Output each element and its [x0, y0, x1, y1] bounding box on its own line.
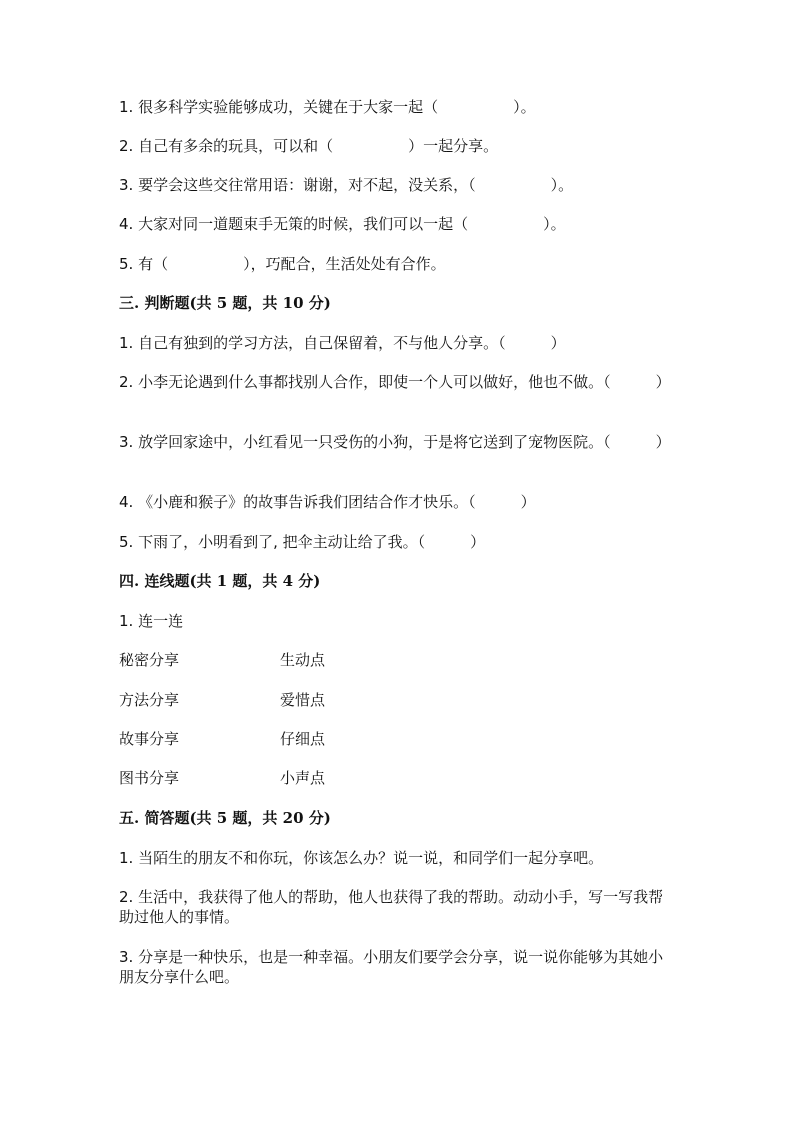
judgement-item-3: 3. 放学回家途中，小红看见一只受伤的小狗，于是将它送到了宠物医院。（ ） [119, 433, 671, 451]
judgement-item-4: 4. 《小鹿和猴子》的故事告诉我们团结合作才快乐。（ ） [119, 493, 536, 511]
short-answer-item-2: 2. 生活中，我获得了他人的帮助，他人也获得了我的帮助。动动小手，写一写我帮助过他人的事情。 [119, 888, 664, 926]
matching-question: 1. 连一连 [119, 612, 184, 630]
matching-left-item-1: 秘密分享 [119, 651, 180, 669]
short-answer-item-1: 1. 当陌生的朋友不和你玩，你该怎么办？说一说，和同学们一起分享吧。 [119, 849, 604, 867]
fill-blank-item-5: 5. 有（ ），巧配合，生活处处有合作。 [119, 255, 446, 273]
matching-right-item-1: 生动点 [280, 651, 326, 669]
section-heading-judgement: 三. 判断题(共 5 题，共 10 分) [119, 294, 331, 312]
judgement-item-5: 5. 下雨了，小明看到了, 把伞主动让给了我。（ ） [119, 533, 486, 551]
matching-right-item-4: 小声点 [280, 769, 326, 787]
fill-blank-item-3: 3. 要学会这些交往常用语：谢谢，对不起，没关系，（ ）。 [119, 176, 574, 194]
matching-left-item-3: 故事分享 [119, 730, 180, 748]
fill-blank-item-4: 4. 大家对同一道题束手无策的时候，我们可以一起（ ）。 [119, 215, 566, 233]
matching-left-item-4: 图书分享 [119, 769, 180, 787]
fill-blank-item-2: 2. 自己有多余的玩具，可以和（ ）一起分享。 [119, 137, 499, 155]
judgement-item-1: 1. 自己有独到的学习方法，自己保留着，不与他人分享。（ ） [119, 334, 566, 352]
section-heading-matching: 四. 连线题(共 1 题，共 4 分) [119, 572, 321, 590]
matching-right-item-2: 爱惜点 [280, 691, 326, 709]
judgement-item-2: 2. 小李无论遇到什么事都找别人合作，即使一个人可以做好，他也不做。（ ） [119, 373, 671, 391]
matching-right-item-3: 仔细点 [280, 730, 326, 748]
section-heading-short-answer: 五. 简答题(共 5 题，共 20 分) [119, 809, 331, 827]
short-answer-item-3: 3. 分享是一种快乐，也是一种幸福。小朋友们要学会分享，说一说你能够为其她小朋友分享什么吧。 [119, 948, 664, 986]
fill-blank-item-1: 1. 很多科学实验能够成功，关键在于大家一起（ ）。 [119, 98, 536, 116]
matching-left-item-2: 方法分享 [119, 691, 180, 709]
